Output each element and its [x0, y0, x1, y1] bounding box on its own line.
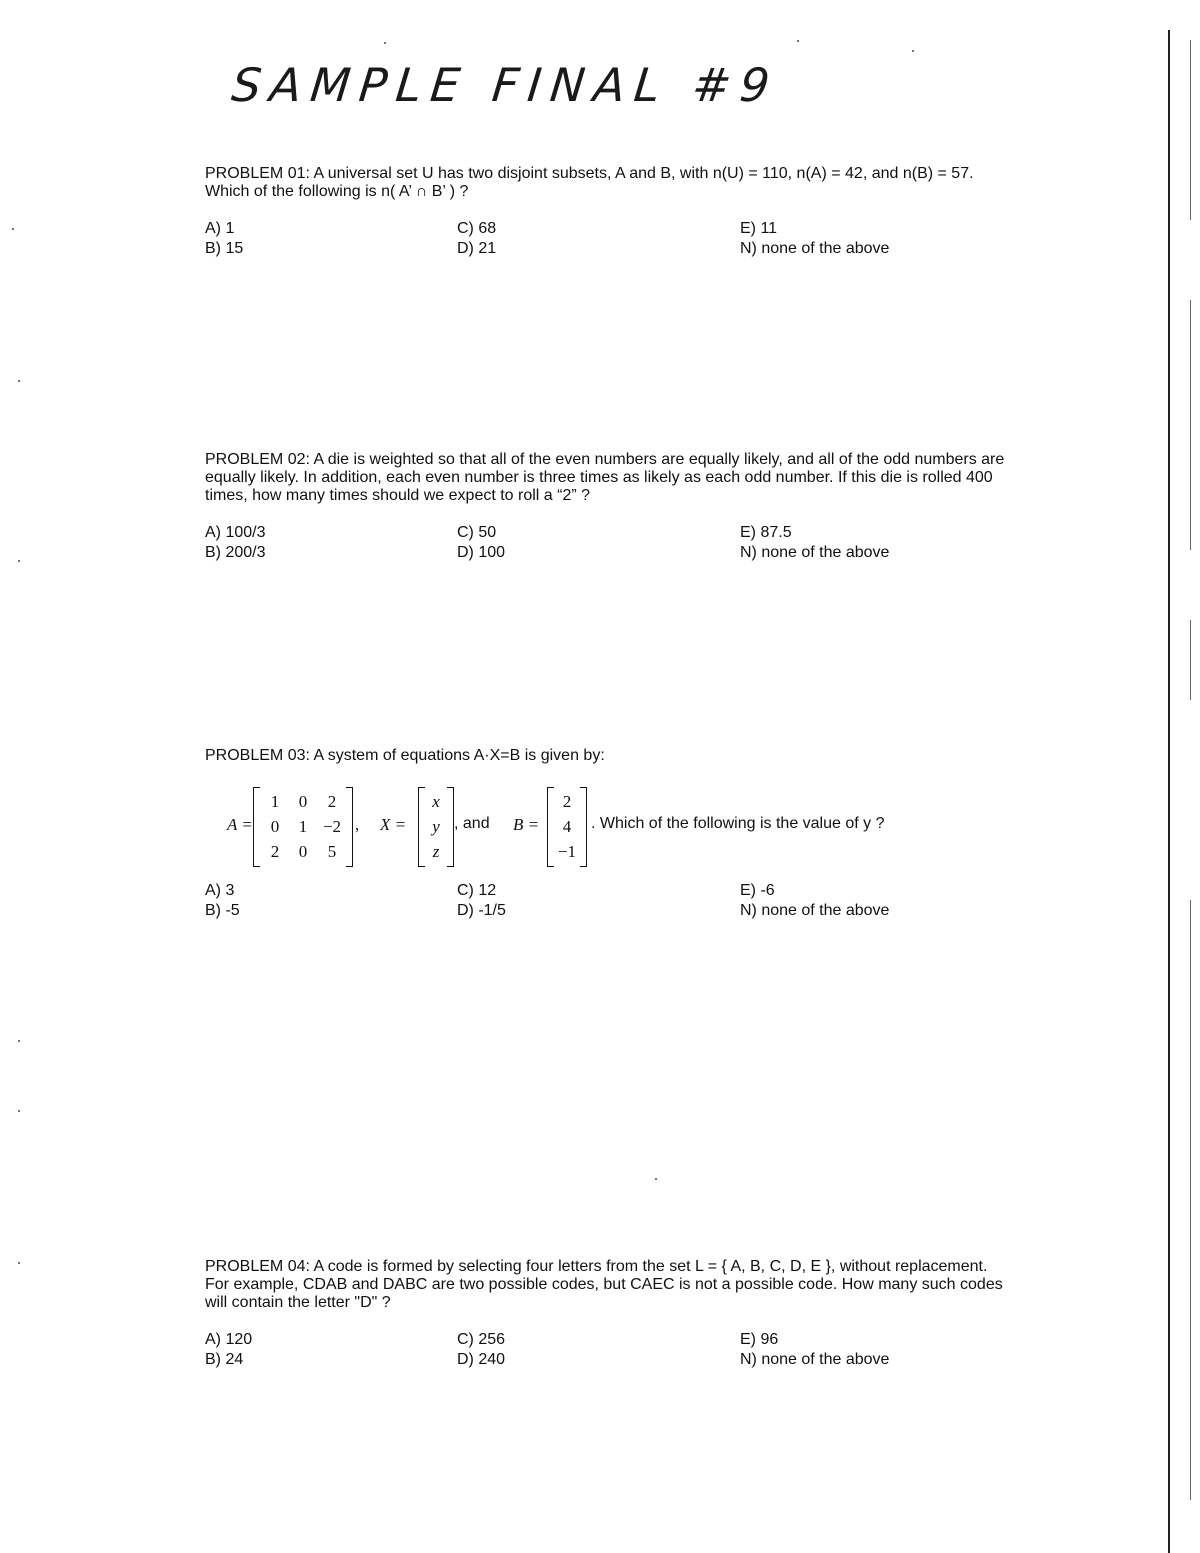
problem-01: [205, 165, 1005, 263]
option-b: B) -5: [205, 902, 240, 919]
option-a: A) 120: [205, 1331, 253, 1348]
matrix-x: [418, 787, 454, 867]
problem-04: [205, 1258, 1005, 1374]
option-n: N) none of the above: [740, 1351, 890, 1368]
option-d: D) 240: [457, 1351, 506, 1368]
option-c: C) 68: [457, 220, 497, 237]
option-n: N) none of the above: [740, 240, 890, 257]
option-b: B) 24: [205, 1351, 244, 1368]
scan-speck: [12, 228, 14, 230]
problem-03: [205, 747, 1005, 925]
option-d: D) 100: [457, 544, 506, 561]
matrix-cell: 5: [327, 841, 337, 861]
matrix-a: [253, 787, 353, 867]
matrix-cell: 2: [562, 791, 572, 811]
matrix-cell: −2: [322, 816, 342, 836]
answer-choices: [205, 219, 1005, 263]
scan-speck: [18, 560, 20, 562]
problem-03-question: . Which of the following is the value of y ?: [591, 815, 885, 832]
matrix-equation: A = 1 0 2 0 1 −2 2 0 5 , X = x y z , and B = 2 4 −1 . Which of the following is the value of y ?: [205, 787, 1005, 869]
scan-edge-mark: [1190, 900, 1191, 1500]
option-e: E) -6: [740, 882, 775, 899]
matrix-a-label: A =: [227, 815, 253, 834]
option-d: D) 21: [457, 240, 497, 257]
problem-02: [205, 451, 1005, 567]
handwritten-title: SAMPLE FINAL #9: [229, 58, 782, 112]
scan-speck: [384, 42, 386, 44]
problem-03-text: PROBLEM 03: A system of equations A·X=B is given by:: [205, 747, 605, 764]
matrix-cell: 1: [298, 816, 308, 836]
option-b: B) 200/3: [205, 544, 266, 561]
matrix-cell: 4: [562, 816, 572, 836]
matrix-cell: 2: [327, 791, 337, 811]
scan-edge-mark: [1190, 620, 1191, 700]
scan-speck: [797, 40, 799, 42]
option-b: B) 15: [205, 240, 244, 257]
scan-speck: [655, 1178, 657, 1180]
problem-01-text: PROBLEM 01: A universal set U has two disjoint subsets, A and B, with n(U) = 110, n(A) = 42, and n(B) = 57. Which of the following is n( A’ ∩ B’ ) ?: [205, 165, 974, 200]
option-c: C) 12: [457, 882, 497, 899]
option-a: A) 1: [205, 220, 235, 237]
option-c: C) 50: [457, 524, 497, 541]
problem-02-text: PROBLEM 02: A die is weighted so that all of the even numbers are equally likely, and all of the odd numbers are equally likely. In addition, each even number is three times as likely as each odd number. If this die is rolled 400 times, how many times should we expect to roll a “2” ?: [205, 451, 1005, 504]
scan-speck: [18, 1040, 20, 1042]
matrix-cell: −1: [557, 841, 577, 861]
answer-choices: [205, 523, 1005, 567]
scan-speck: [18, 1110, 20, 1112]
matrix-cell: z: [432, 841, 440, 861]
matrix-cell: 1: [270, 791, 280, 811]
matrix-cell: 0: [298, 841, 308, 861]
option-d: D) -1/5: [457, 902, 506, 919]
matrix-cell: 0: [270, 816, 280, 836]
answer-choices: [205, 881, 1005, 925]
matrix-cell: y: [432, 816, 440, 836]
scan-speck: [18, 380, 20, 382]
answer-choices: [205, 1330, 1005, 1374]
matrix-cell: 2: [270, 841, 280, 861]
option-e: E) 11: [740, 220, 778, 237]
option-n: N) none of the above: [740, 902, 890, 919]
matrix-x-label: X =: [380, 815, 407, 834]
option-e: E) 96: [740, 1331, 779, 1348]
matrix-cell: x: [432, 791, 440, 811]
matrix-b-label: B =: [513, 815, 540, 834]
option-n: N) none of the above: [740, 544, 890, 561]
scan-edge-mark: [1190, 300, 1191, 550]
option-a: A) 3: [205, 882, 235, 899]
option-c: C) 256: [457, 1331, 506, 1348]
option-a: A) 100/3: [205, 524, 266, 541]
scan-edge-mark: [1190, 40, 1191, 220]
matrix-cell: 0: [298, 791, 308, 811]
scan-speck: [912, 50, 914, 52]
option-e: E) 87.5: [740, 524, 792, 541]
scan-edge-line: [1168, 30, 1170, 1553]
problem-04-text: PROBLEM 04: A code is formed by selecting four letters from the set L = { A, B, C, D, E }, without replacement. For example, CDAB and DABC are two possible codes, but CAEC is not a possible code. How many such codes will contain the letter "D" ?: [205, 1258, 1003, 1311]
and-text: , and: [454, 815, 490, 832]
scan-speck: [18, 1262, 20, 1264]
matrix-b: [547, 787, 587, 867]
